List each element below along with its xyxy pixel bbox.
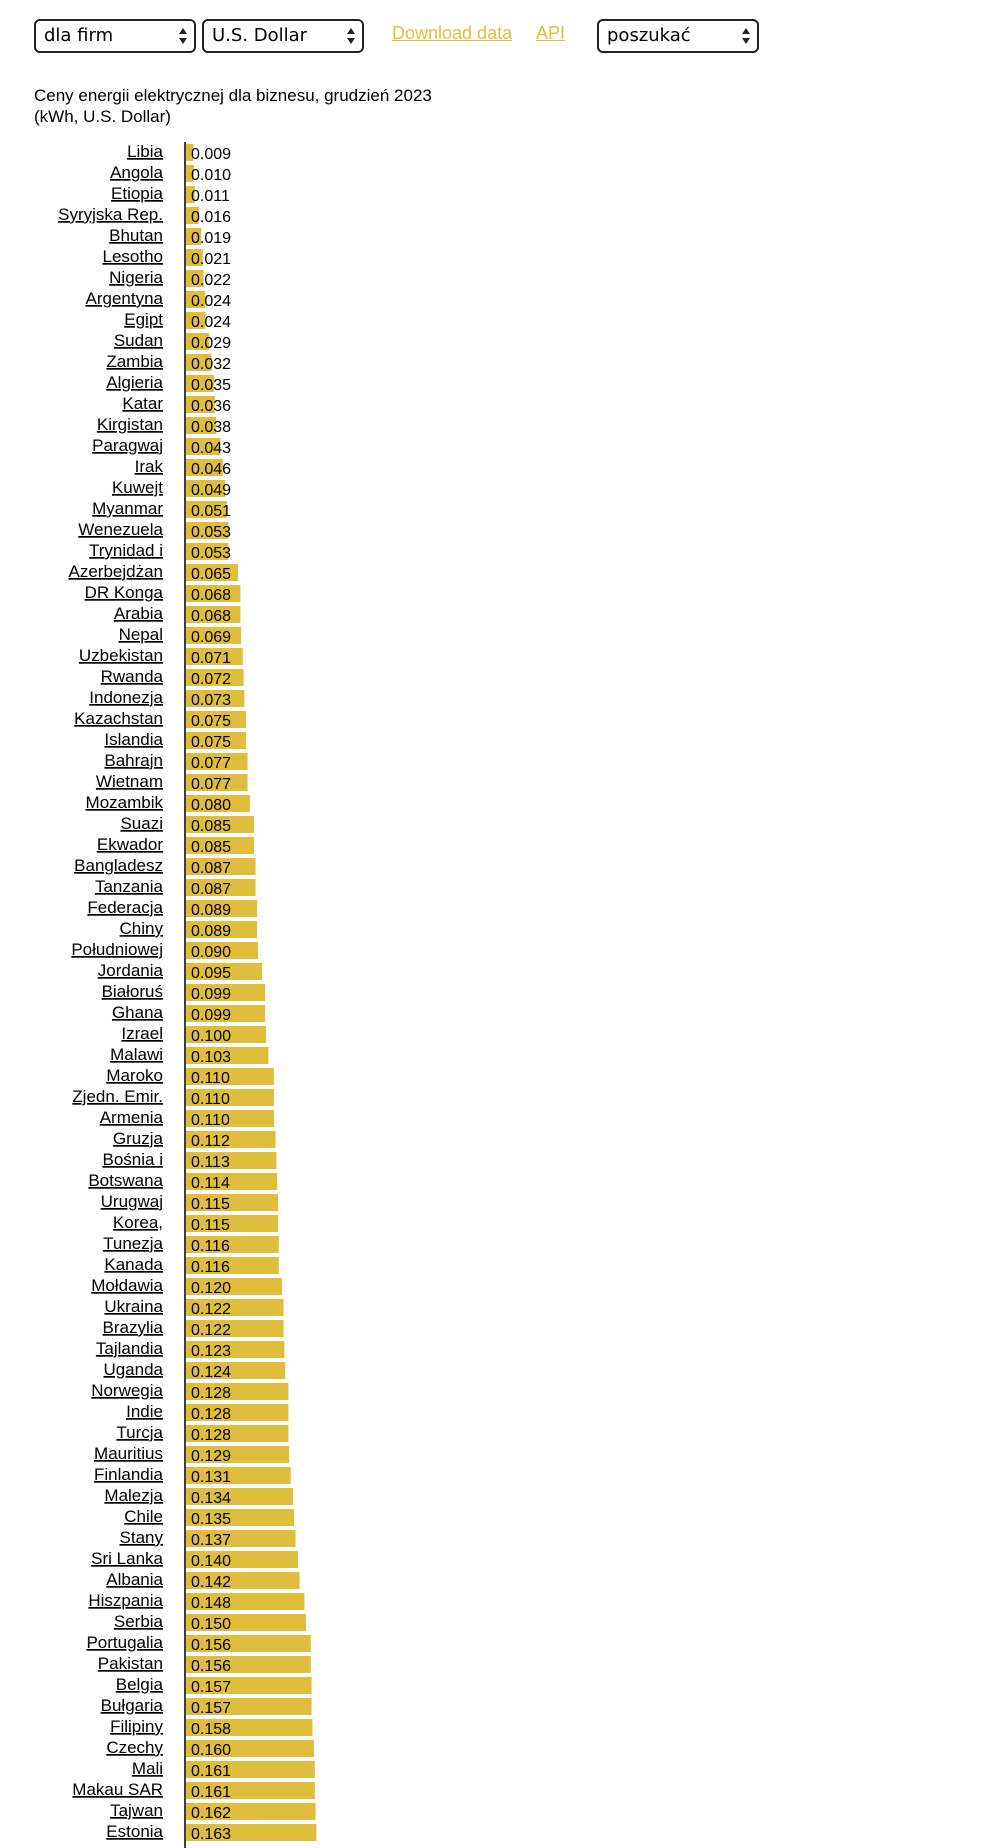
country-label[interactable]: Egipt (124, 310, 163, 329)
country-label[interactable]: Katar (122, 394, 163, 413)
select-arrows-icon (178, 25, 188, 47)
value-label: 0.080 (191, 797, 232, 814)
value-label: 0.071 (191, 650, 232, 667)
value-label: 0.157 (191, 1700, 232, 1717)
country-label[interactable]: Jordania (97, 961, 163, 980)
country-label[interactable]: Libia (127, 142, 163, 161)
country-label[interactable]: Serbia (113, 1612, 163, 1631)
value-label: 0.099 (191, 986, 232, 1003)
country-label[interactable]: Myanmar (92, 499, 163, 518)
bar-chart (0, 142, 984, 1848)
value-label: 0.128 (191, 1406, 232, 1423)
value-label: 0.051 (191, 503, 232, 520)
country-label[interactable]: Malezja (104, 1486, 163, 1505)
chart-title-line2: (kWh, U.S. Dollar) (34, 107, 171, 126)
value-label: 0.068 (191, 587, 232, 604)
value-label: 0.142 (191, 1574, 232, 1591)
value-label: 0.021 (191, 251, 232, 268)
value-label: 0.135 (191, 1511, 232, 1528)
segment-select[interactable] (34, 19, 196, 53)
country-label[interactable]: Wietnam (95, 772, 163, 791)
country-label[interactable]: Stany (119, 1528, 163, 1547)
country-label[interactable]: Suazi (120, 814, 163, 833)
country-label[interactable]: Norwegia (91, 1381, 163, 1400)
country-label[interactable]: DR Konga (84, 583, 163, 602)
country-label[interactable]: Tunezja (103, 1234, 163, 1253)
value-label: 0.161 (191, 1763, 232, 1780)
country-label[interactable]: Arabia (113, 604, 163, 623)
country-label[interactable]: Wenezuela (78, 520, 163, 539)
country-label[interactable]: Turcja (116, 1423, 163, 1442)
value-label: 0.038 (191, 419, 232, 436)
country-label[interactable]: Izrael (121, 1024, 163, 1043)
country-label[interactable]: Maroko (106, 1066, 163, 1085)
country-label[interactable]: Bułgaria (100, 1696, 163, 1715)
country-label[interactable]: Bośnia i (102, 1150, 163, 1169)
value-label: 0.053 (191, 524, 232, 541)
country-label[interactable]: Uganda (103, 1360, 163, 1379)
country-label[interactable]: Korea, (112, 1213, 163, 1232)
country-label[interactable]: Kanada (104, 1255, 163, 1274)
value-label: 0.157 (191, 1679, 232, 1696)
currency-select-value: U.S. Dollar (212, 25, 308, 46)
value-label: 0.046 (191, 461, 232, 478)
country-label[interactable]: Indie (126, 1402, 163, 1421)
value-label: 0.019 (191, 230, 232, 247)
value-label: 0.114 (191, 1175, 230, 1192)
toolbar (34, 19, 934, 59)
country-label[interactable]: Zambia (106, 352, 163, 371)
country-label[interactable]: Bhutan (109, 226, 163, 245)
value-label: 0.035 (191, 377, 232, 394)
country-label[interactable]: Azerbejdżan (68, 562, 163, 581)
value-label: 0.123 (191, 1343, 232, 1360)
country-label[interactable]: Kuwejt (111, 478, 163, 497)
country-label[interactable]: Gruzja (112, 1129, 163, 1148)
country-label[interactable]: Trynidad i (88, 541, 163, 560)
value-label: 0.112 (191, 1133, 230, 1150)
select-arrows-icon (346, 25, 356, 47)
country-label[interactable]: Finlandia (94, 1465, 163, 1484)
value-label: 0.085 (191, 818, 232, 835)
value-label: 0.134 (191, 1490, 232, 1507)
value-label: 0.073 (191, 692, 232, 709)
value-label: 0.016 (191, 209, 232, 226)
value-label: 0.075 (191, 734, 232, 751)
api-link[interactable]: API (536, 23, 566, 43)
country-label[interactable]: Tanzania (94, 877, 163, 896)
download-data-link[interactable]: Download data (392, 23, 513, 43)
value-label: 0.124 (191, 1364, 232, 1381)
value-label: 0.161 (191, 1784, 232, 1801)
country-label[interactable]: Malawi (110, 1045, 163, 1064)
country-label[interactable]: Albania (106, 1570, 163, 1589)
value-label: 0.116 (191, 1238, 230, 1255)
country-label[interactable]: Bangladesz (74, 856, 163, 875)
country-label[interactable]: Białoruś (101, 982, 163, 1001)
value-label: 0.110 (191, 1070, 230, 1087)
country-label[interactable]: Kazachstan (74, 709, 163, 728)
value-label: 0.043 (191, 440, 232, 457)
value-label: 0.085 (191, 839, 232, 856)
value-label: 0.129 (191, 1448, 232, 1465)
country-label[interactable]: Nigeria (109, 268, 163, 287)
country-label[interactable]: Portugalia (86, 1633, 163, 1652)
country-label[interactable]: Etiopia (111, 184, 163, 203)
country-label[interactable]: Sudan (113, 331, 163, 350)
country-label[interactable]: Rwanda (100, 667, 163, 686)
country-label[interactable]: Pakistan (97, 1654, 163, 1673)
country-label[interactable]: Ghana (111, 1003, 163, 1022)
chart-title-line1: Ceny energii elektrycznej dla biznesu, grudzień 2023 (34, 86, 432, 105)
country-label[interactable]: Botswana (88, 1171, 163, 1190)
country-label[interactable]: Estonia (106, 1822, 163, 1841)
value-label: 0.009 (191, 146, 232, 163)
value-label: 0.140 (191, 1553, 232, 1570)
value-label: 0.137 (191, 1532, 232, 1549)
value-label: 0.103 (191, 1049, 232, 1066)
value-label: 0.099 (191, 1007, 232, 1024)
value-label: 0.049 (191, 482, 232, 499)
country-label[interactable]: Tajlandia (95, 1339, 163, 1358)
country-label[interactable]: Kirgistan (96, 415, 163, 434)
value-label: 0.090 (191, 944, 232, 961)
country-label[interactable]: Mali (131, 1759, 163, 1778)
value-label: 0.113 (191, 1154, 230, 1171)
country-label[interactable]: Syryjska Rep. (58, 205, 163, 224)
country-label[interactable]: Sri Lanka (91, 1549, 163, 1568)
country-label[interactable]: Chile (124, 1507, 163, 1526)
currency-select[interactable] (202, 19, 364, 53)
country-label[interactable]: Ekwador (96, 835, 163, 854)
value-label: 0.087 (191, 881, 232, 898)
country-label[interactable]: Indonezja (89, 688, 163, 707)
country-label[interactable]: Zjedn. Emir. (72, 1087, 163, 1106)
value-label: 0.089 (191, 902, 232, 919)
country-label[interactable]: Makau SAR (72, 1780, 163, 1799)
country-label[interactable]: Uzbekistan (78, 646, 163, 665)
value-label: 0.068 (191, 608, 232, 625)
value-label: 0.087 (191, 860, 232, 877)
value-label: 0.128 (191, 1427, 232, 1444)
country-label[interactable]: Paragwaj (92, 436, 163, 455)
value-label: 0.158 (191, 1721, 232, 1738)
search-select-value: poszukać (607, 25, 691, 46)
segment-select-value: dla firm (44, 25, 114, 46)
value-label: 0.072 (191, 671, 232, 688)
value-label: 0.122 (191, 1301, 232, 1318)
value-label: 0.148 (191, 1595, 232, 1612)
chart-title (34, 85, 634, 127)
country-label[interactable]: Południowej (71, 940, 163, 959)
value-label: 0.110 (191, 1091, 230, 1108)
value-label: 0.036 (191, 398, 232, 415)
value-label: 0.115 (191, 1217, 230, 1234)
value-label: 0.128 (191, 1385, 232, 1402)
value-label: 0.065 (191, 566, 232, 583)
value-label: 0.150 (191, 1616, 232, 1633)
country-label[interactable]: Brazylia (102, 1318, 163, 1337)
value-label: 0.069 (191, 629, 232, 646)
country-label[interactable]: Czechy (106, 1738, 163, 1757)
value-label: 0.162 (191, 1805, 232, 1822)
country-label[interactable]: Federacja (87, 898, 163, 917)
value-label: 0.075 (191, 713, 232, 730)
country-label[interactable]: Chiny (119, 919, 163, 938)
value-label: 0.029 (191, 335, 232, 352)
country-label[interactable]: Urugwaj (100, 1192, 163, 1211)
country-label[interactable]: Mauritius (94, 1444, 163, 1463)
value-label: 0.095 (191, 965, 232, 982)
value-label: 0.024 (191, 314, 232, 331)
value-label: 0.077 (191, 776, 232, 793)
value-label: 0.131 (191, 1469, 232, 1486)
country-label[interactable]: Tajwan (110, 1801, 163, 1820)
value-label: 0.089 (191, 923, 232, 940)
country-label[interactable]: Ukraina (104, 1297, 163, 1316)
value-label: 0.010 (191, 167, 232, 184)
country-label[interactable]: Hiszpania (88, 1591, 163, 1610)
value-label: 0.110 (191, 1112, 230, 1129)
value-label: 0.011 (191, 188, 230, 205)
country-label[interactable]: Irak (134, 457, 163, 476)
value-label: 0.160 (191, 1742, 232, 1759)
country-label[interactable]: Belgia (115, 1675, 163, 1694)
value-label: 0.163 (191, 1826, 232, 1843)
value-label: 0.156 (191, 1637, 232, 1654)
value-label: 0.077 (191, 755, 232, 772)
country-label[interactable]: Filipiny (110, 1717, 163, 1736)
country-label[interactable]: Nepal (118, 625, 163, 644)
country-label[interactable]: Islandia (104, 730, 163, 749)
value-label: 0.022 (191, 272, 232, 289)
value-label: 0.156 (191, 1658, 232, 1675)
country-label[interactable]: Algieria (106, 373, 163, 392)
country-label[interactable]: Angola (110, 163, 163, 182)
country-label[interactable]: Armenia (99, 1108, 163, 1127)
country-label[interactable]: Lesotho (102, 247, 163, 266)
country-label[interactable]: Mołdawia (91, 1276, 163, 1295)
value-label: 0.115 (191, 1196, 230, 1213)
value-label: 0.100 (191, 1028, 232, 1045)
value-label: 0.032 (191, 356, 232, 373)
value-label: 0.024 (191, 293, 232, 310)
country-label[interactable]: Mozambik (85, 793, 163, 812)
select-arrows-icon (741, 25, 751, 47)
value-label: 0.116 (191, 1259, 230, 1276)
search-select[interactable] (597, 19, 759, 53)
country-label[interactable]: Argentyna (85, 289, 163, 308)
value-label: 0.053 (191, 545, 232, 562)
value-label: 0.120 (191, 1280, 232, 1297)
value-label: 0.122 (191, 1322, 232, 1339)
country-label[interactable]: Bahrajn (104, 751, 163, 770)
